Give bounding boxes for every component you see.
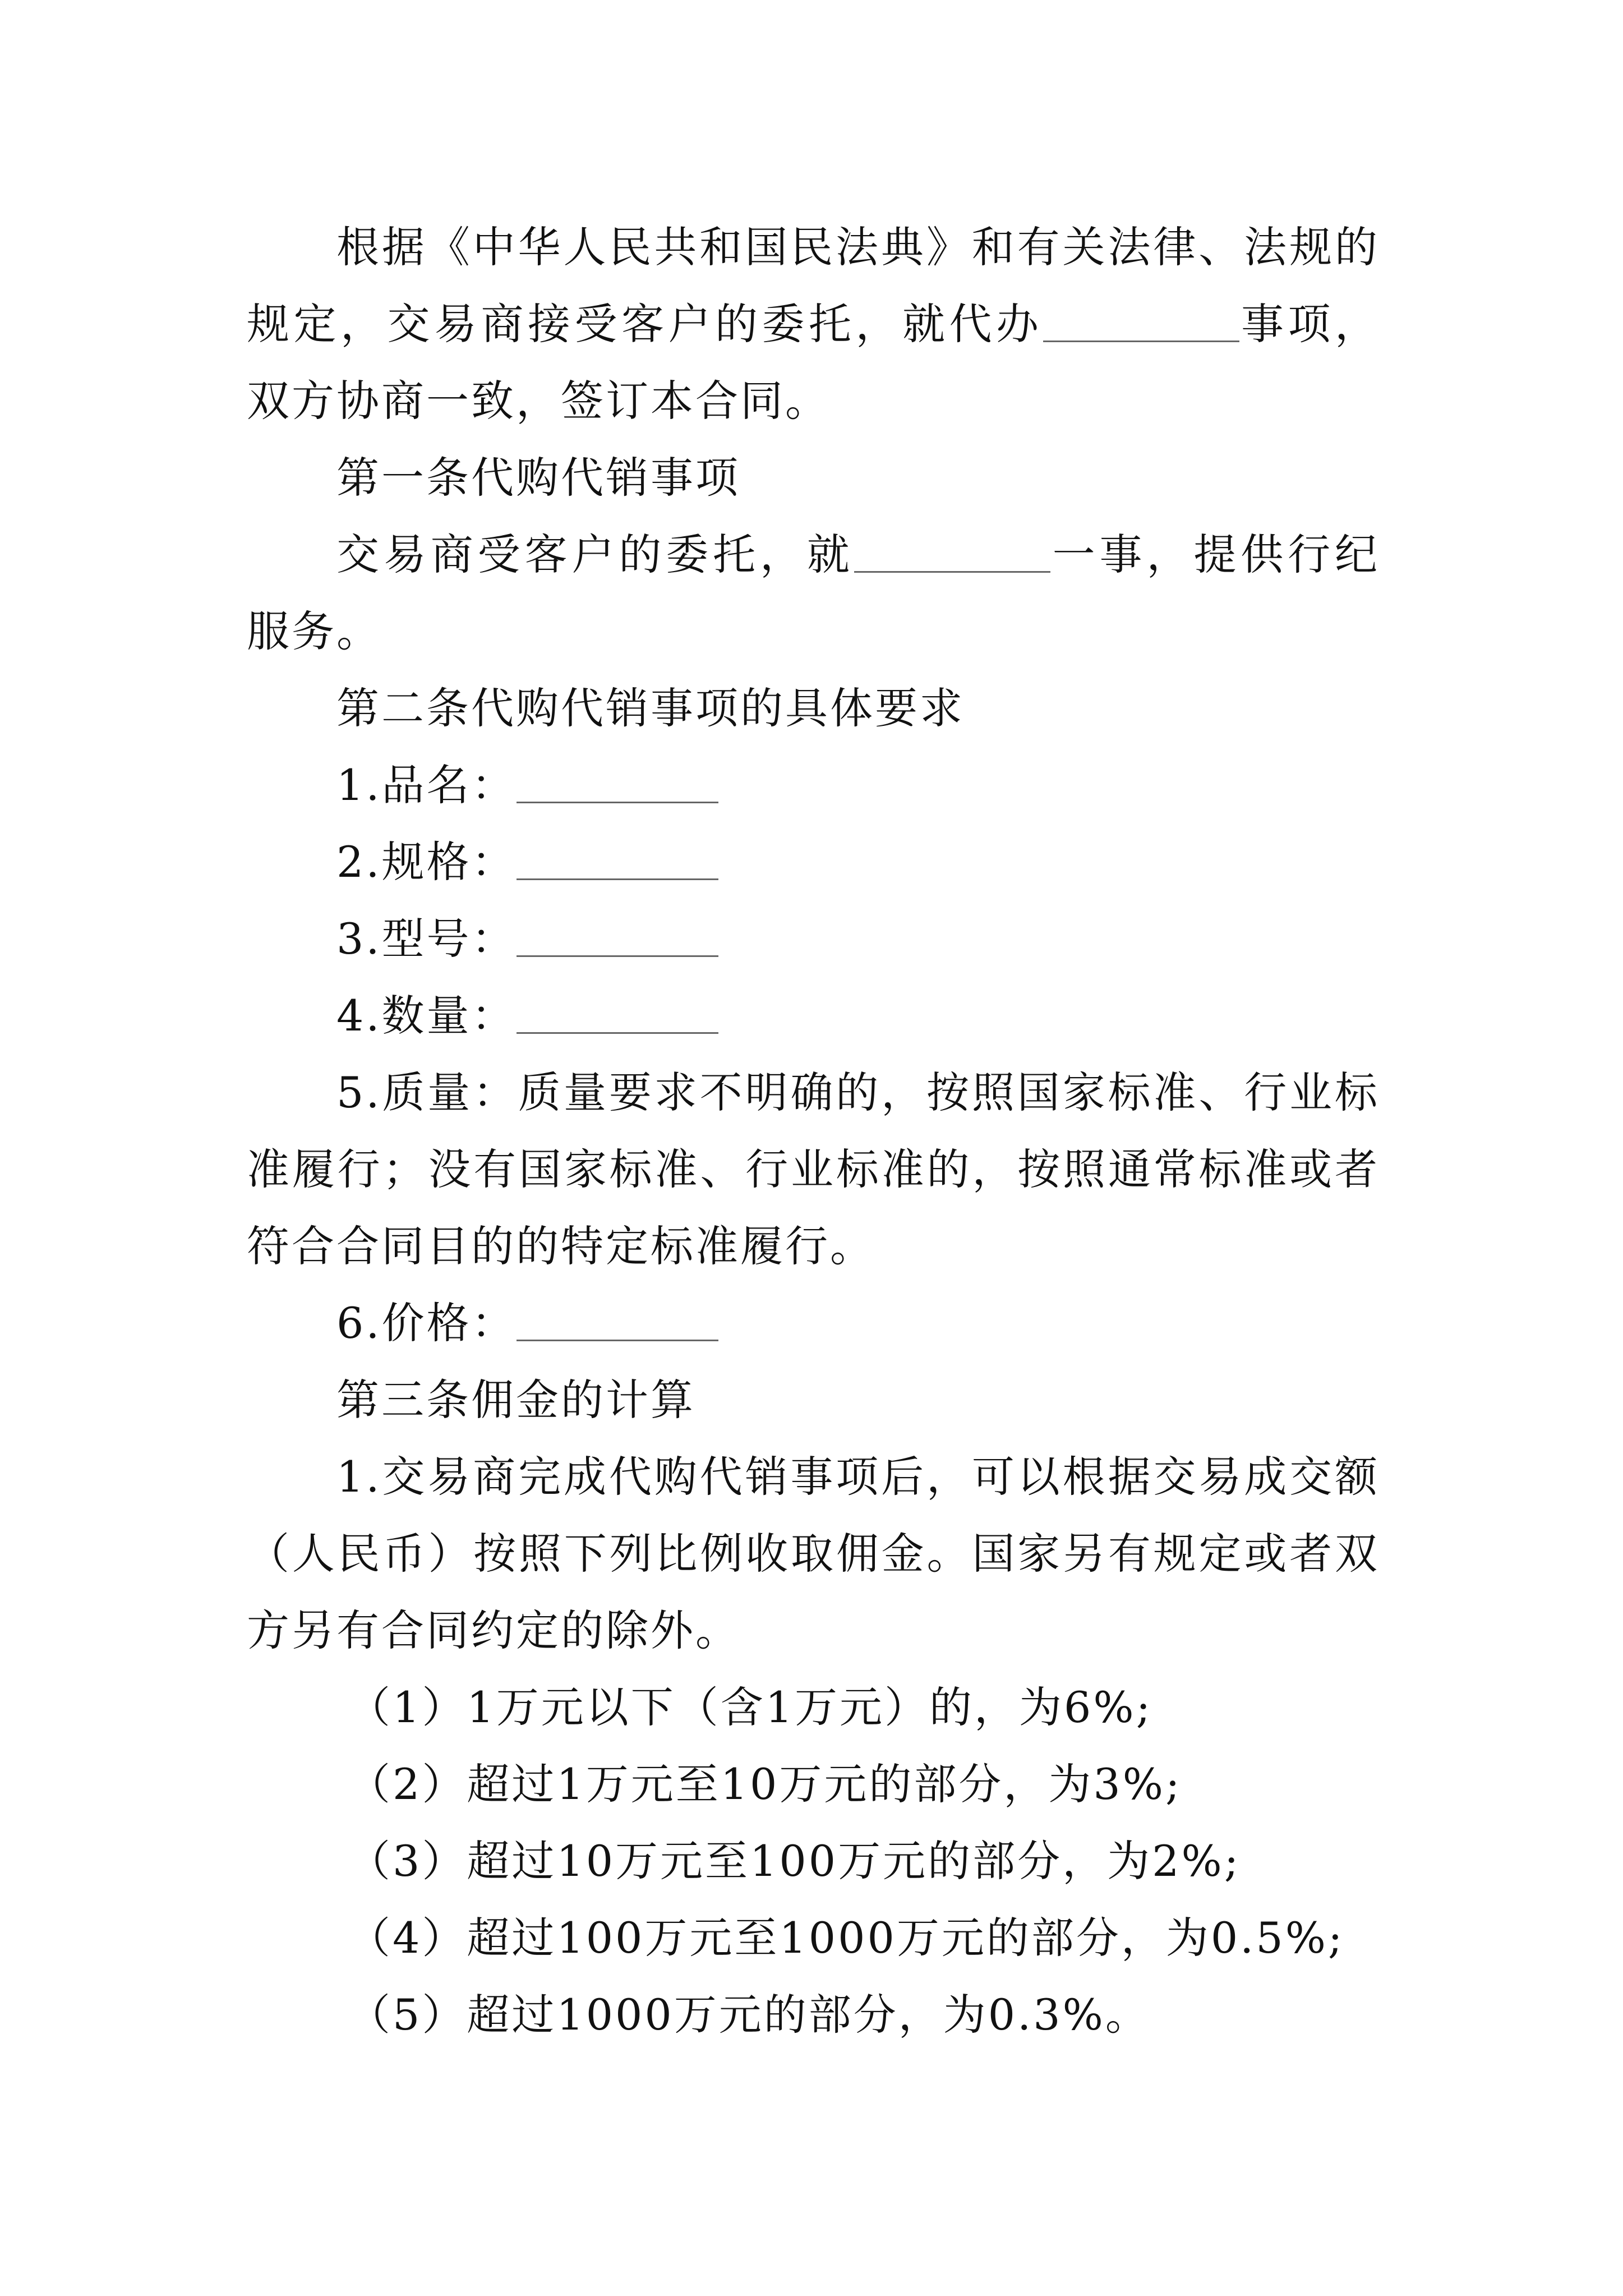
rate-item-3: （3）超过10万元至100万元的部分，为2%; — [348, 1836, 1241, 1886]
article1-text-before: 交易商受客户的委托，就 — [336, 530, 854, 579]
spec-blank-price — [517, 1339, 718, 1341]
article1-text-after: 一事，提供行纪服务。 — [247, 530, 1380, 656]
spec-label-model: 3.型号： — [336, 914, 517, 964]
article1-heading: 第一条代购代销事项 — [336, 453, 740, 503]
spec-item-spec — [247, 823, 1380, 900]
article2-heading: 第二条代购代销事项的具体要求 — [336, 683, 965, 733]
rate-item-1: （1）1万元以下（含1万元）的，为6%; — [348, 1682, 1153, 1732]
intro-blank — [1043, 340, 1239, 342]
spec-item-model — [247, 900, 1380, 977]
rate-item-2: （2）超过1万元至10万元的部分，为3%; — [348, 1759, 1182, 1809]
spec-item-name — [247, 747, 1380, 823]
article1-paragraph — [247, 516, 1380, 670]
intro-text-before: 根据《中华人民共和国民法典》和有关法律、法规的规定，交易商接受客户的委托，就代办 — [247, 222, 1380, 349]
intro-paragraph — [247, 209, 1380, 439]
article3-paragraph: 1.交易商完成代购代销事项后，可以根据交易成交额（人民币）按照下列比例收取佣金。国家另有规定或者双方另有合同约定的除外。 — [247, 1452, 1380, 1655]
spec-label-spec: 2.规格： — [336, 837, 517, 887]
spec-label-quantity: 4.数量： — [336, 991, 517, 1041]
article3-heading: 第三条佣金的计算 — [336, 1375, 695, 1425]
rate-item-4: （4）超过100万元至1000万元的部分，为0.5%; — [348, 1913, 1345, 1963]
spec-blank-model — [517, 955, 718, 957]
rate-item-5: （5）超过1000万元的部分，为0.3%。 — [348, 1990, 1150, 2040]
article1-blank — [854, 570, 1050, 573]
document-body — [247, 209, 1380, 2053]
quality-paragraph: 5.质量：质量要求不明确的，按照国家标准、行业标准履行；没有国家标准、行业标准的，按照通常标准或者符合合同目的的特定标准履行。 — [247, 1068, 1380, 1271]
spec-blank-name — [517, 801, 718, 803]
intro-text-after: 事项，双方协商一致，签订本合同。 — [247, 299, 1380, 426]
spec-item-quantity — [247, 977, 1380, 1054]
spec-item-price — [247, 1285, 1380, 1361]
spec-label-name: 1.品名： — [336, 760, 517, 810]
spec-blank-quantity — [517, 1032, 718, 1034]
spec-label-price: 6.价格： — [336, 1298, 517, 1348]
spec-blank-spec — [517, 878, 718, 880]
